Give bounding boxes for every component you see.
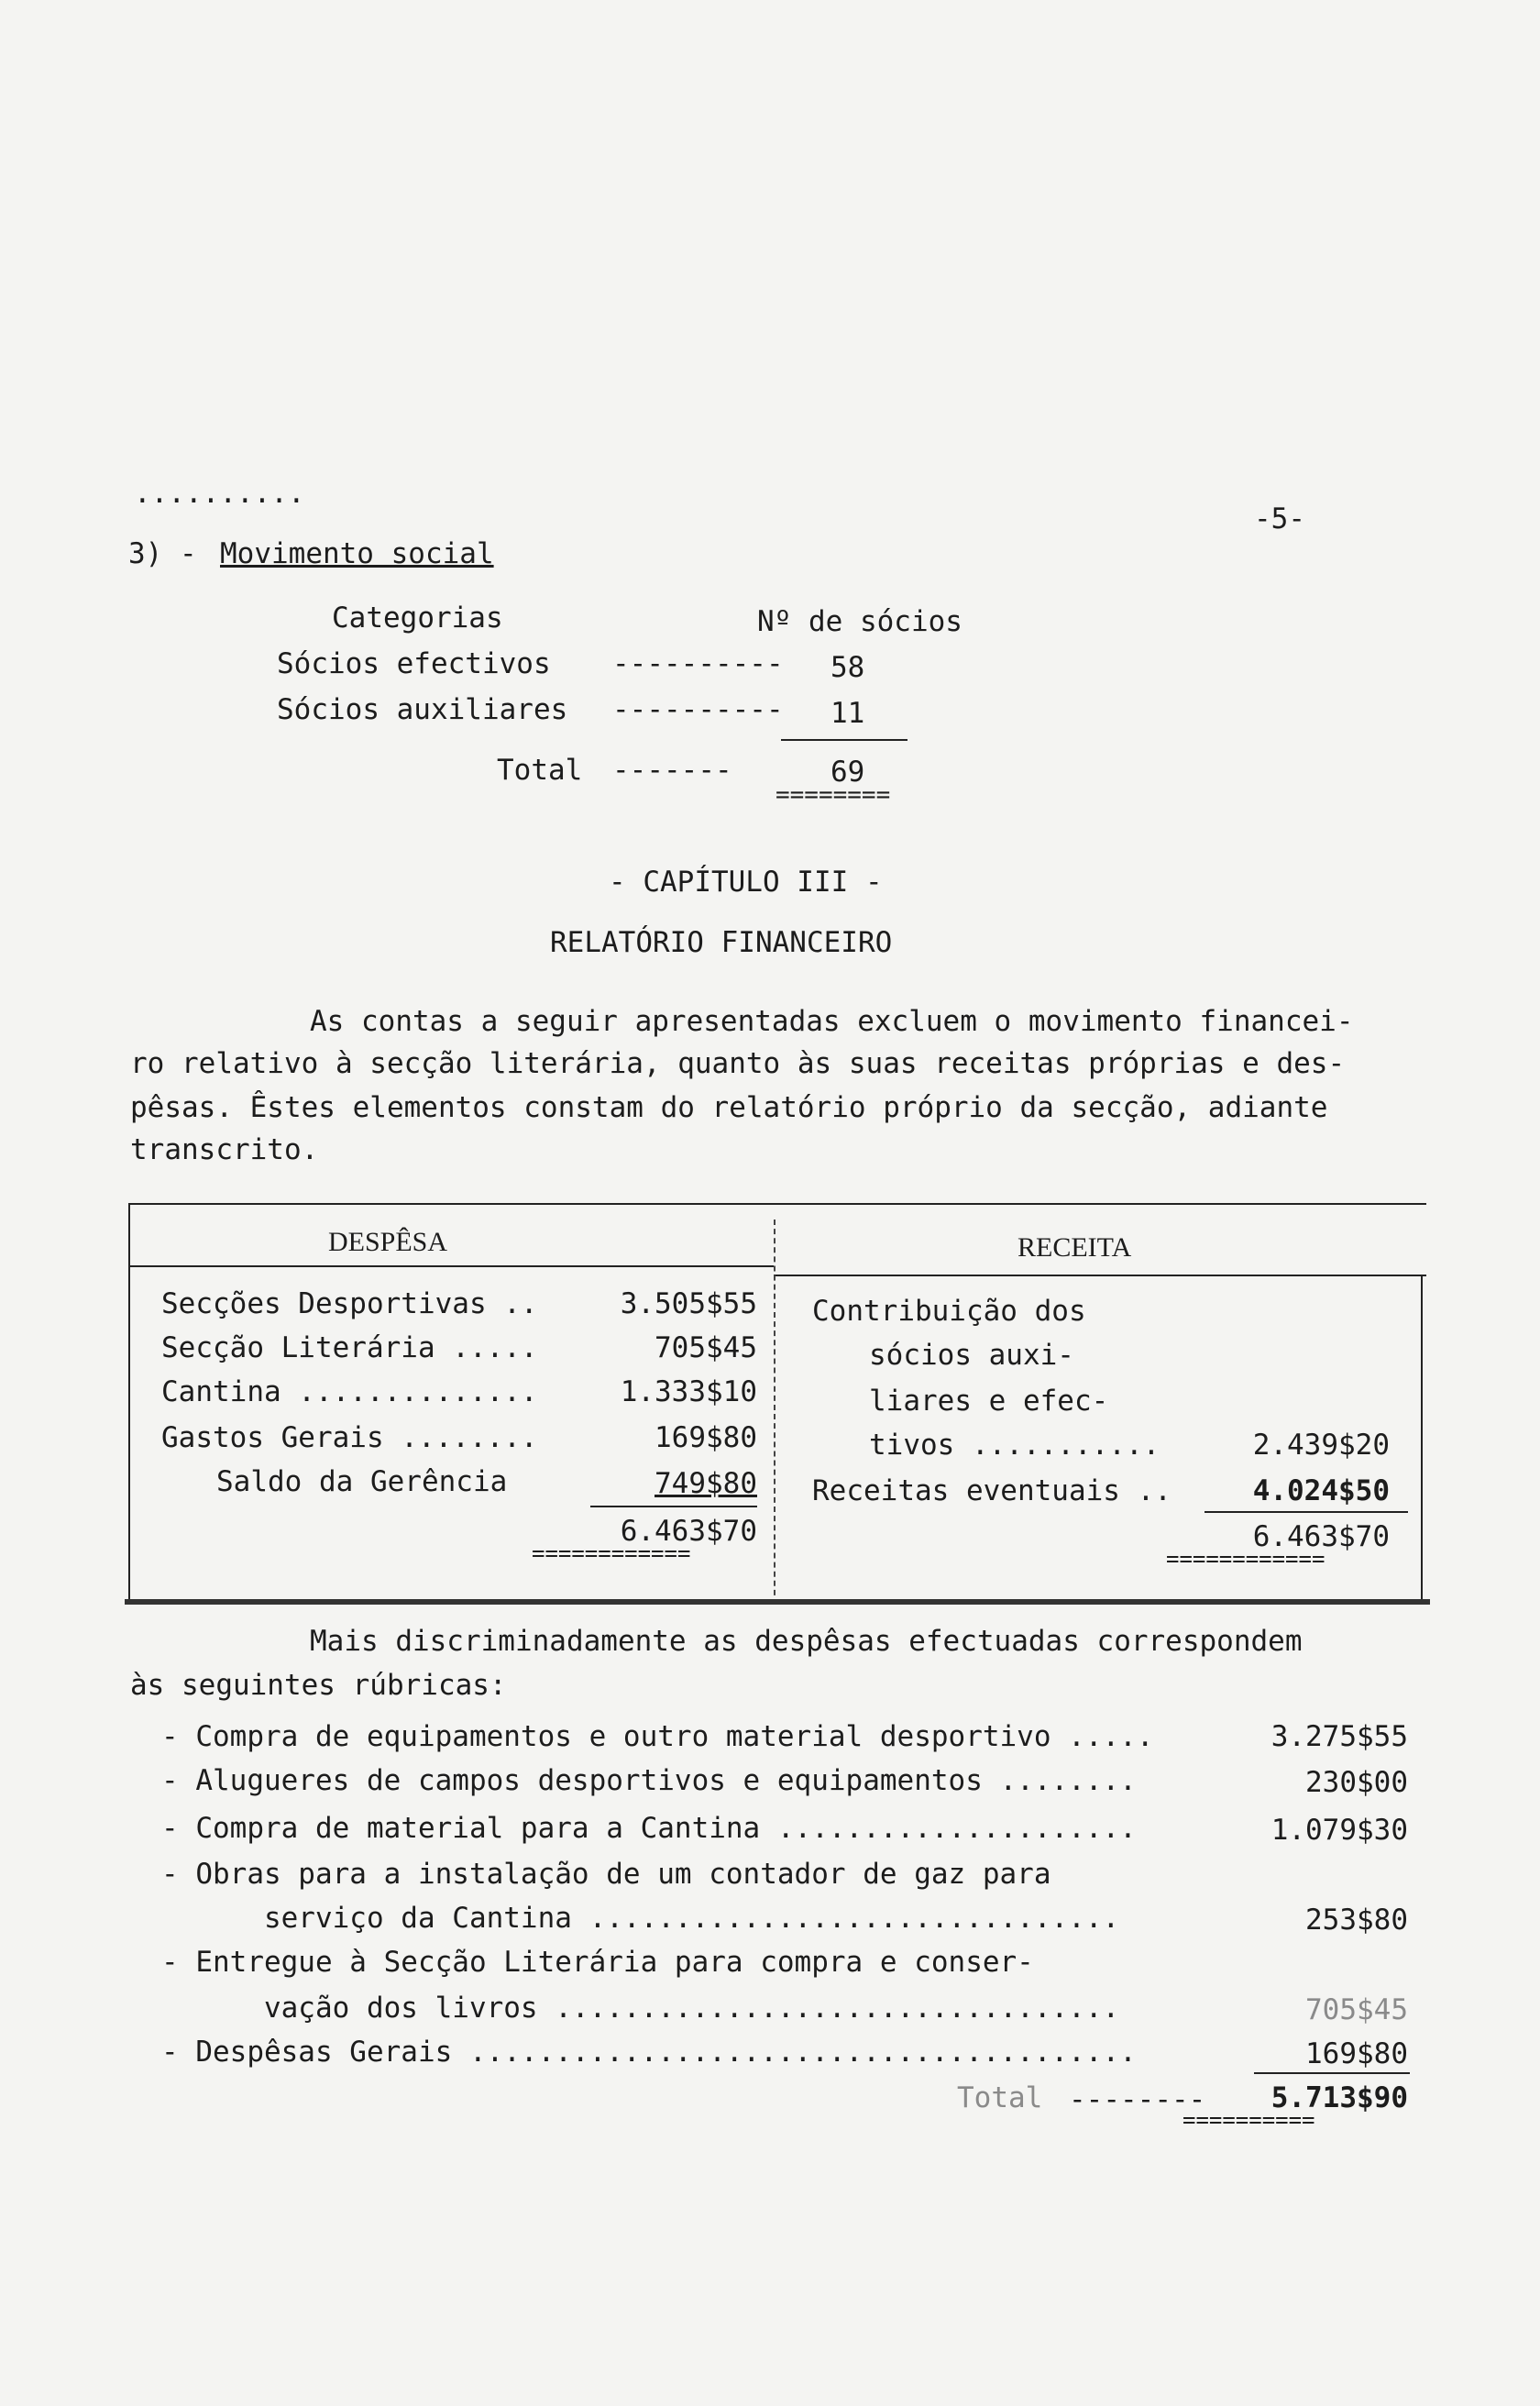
detail-total-leader: -------- <box>1069 2083 1206 2116</box>
receita-contrib-line: sócios auxi- <box>869 1339 1074 1372</box>
detail-item-value: 705$45 <box>1305 1993 1408 2026</box>
detail-item-value: 1.079$30 <box>1270 1814 1408 1847</box>
ledger-right-border <box>1421 1275 1423 1605</box>
leading-dots: .......... <box>134 477 305 510</box>
members-total-value: 69 <box>830 756 865 789</box>
ledger-left-border <box>128 1203 130 1605</box>
detail-item-value: 169$80 <box>1305 2037 1408 2070</box>
despesa-row-label: Cantina .............. <box>161 1375 538 1408</box>
chapter-subheading: RELATÓRIO FINANCEIRO <box>550 926 893 959</box>
despesa-row-label: Saldo da Gerência <box>216 1465 508 1498</box>
detail-item-text: - Obras para a instalação de um contador de gaz para <box>161 1858 1051 1891</box>
detail-intro-line: às seguintes rúbricas: <box>130 1669 507 1702</box>
ledger-header-rule-left <box>128 1265 774 1267</box>
members-row-leader: ---------- <box>612 693 784 726</box>
members-col1-header: Categorias <box>332 602 503 635</box>
despesa-header: DESPÊSA <box>328 1227 448 1257</box>
despesa-total: 6.463$70 <box>620 1515 757 1548</box>
despesa-row-label: Secções Desportivas .. <box>161 1287 538 1320</box>
despesa-row-label: Secção Literária ..... <box>161 1331 538 1364</box>
receita-eventuais-label: Receitas eventuais .. <box>812 1474 1172 1507</box>
members-col2-header: Nº de sócios <box>757 605 962 638</box>
detail-sum-rule <box>1254 2072 1410 2074</box>
detail-item-value: 3.275$55 <box>1270 1720 1408 1753</box>
section-number: 3) - <box>128 537 197 570</box>
receita-total-rule: ============ <box>1166 1546 1326 1572</box>
detail-item-value: 253$80 <box>1305 1904 1408 1937</box>
detail-total-value: 5.713$90 <box>1270 2081 1408 2114</box>
receita-contrib-line: liares e efec- <box>869 1385 1109 1418</box>
detail-item-text: vação dos livros ................................. <box>161 1992 1120 2025</box>
receita-sum-rule <box>1204 1511 1408 1513</box>
chapter-heading: - CAPÍTULO III - <box>609 866 883 899</box>
section-title: Movimento social <box>220 537 494 570</box>
detail-total-label: Total <box>957 2081 1043 2114</box>
ledger-column-divider <box>774 1220 776 1605</box>
members-row-label: Sócios efectivos <box>277 647 551 680</box>
detail-item-text: - Compra de equipamentos e outro material desportivo ..... <box>161 1720 1154 1753</box>
receita-eventuais-value: 4.024$50 <box>1252 1474 1390 1507</box>
despesa-row-value: 749$80 <box>654 1467 757 1500</box>
receita-contrib-line: tivos ........... <box>869 1429 1160 1462</box>
despesa-sum-rule <box>590 1506 757 1507</box>
detail-item-text: - Entregue à Secção Literária para compra e conser- <box>161 1946 1034 1979</box>
ledger-header-rule-right <box>774 1275 1426 1276</box>
despesa-row-value: 705$45 <box>654 1331 757 1364</box>
despesa-total-rule: ============ <box>532 1540 691 1566</box>
intro-line: pêsas. Êstes elementos constam do relatório próprio da secção, adiante <box>130 1091 1328 1124</box>
members-row-label: Sócios auxiliares <box>277 693 568 726</box>
detail-item-text: - Despêsas Gerais ....................................... <box>161 2036 1137 2069</box>
ledger-bottom-rule <box>125 1599 1430 1605</box>
intro-line: As contas a seguir apresentadas excluem o movimento financei- <box>310 1005 1354 1038</box>
members-row-leader: ---------- <box>612 647 784 680</box>
members-subtotal-rule <box>781 739 908 741</box>
detail-total-rule: ========== <box>1182 2107 1315 2133</box>
intro-line: ro relativo à secção literária, quanto às suas receitas próprias e des- <box>130 1047 1346 1080</box>
page-number: -5- <box>1254 502 1305 535</box>
members-total-leader: ------- <box>612 754 732 787</box>
detail-item-text: - Alugueres de campos desportivos e equipamentos ........ <box>161 1764 1137 1797</box>
despesa-row-value: 1.333$10 <box>620 1375 757 1408</box>
members-row-value: 58 <box>830 651 865 684</box>
detail-item-value: 230$00 <box>1305 1766 1408 1799</box>
intro-line: transcrito. <box>130 1133 319 1166</box>
receita-total: 6.463$70 <box>1252 1520 1390 1553</box>
receita-header: RECEITA <box>1018 1232 1132 1263</box>
receita-contrib-value: 2.439$20 <box>1252 1429 1390 1462</box>
despesa-row-label: Gastos Gerais ........ <box>161 1421 538 1454</box>
receita-contrib-line: Contribuição dos <box>812 1295 1086 1328</box>
despesa-row-value: 3.505$55 <box>620 1287 757 1320</box>
members-row-value: 11 <box>830 697 865 730</box>
despesa-row-value: 169$80 <box>654 1421 757 1454</box>
members-total-rule: ======== <box>776 781 891 809</box>
detail-item-text: - Compra de material para a Cantina ..................... <box>161 1812 1137 1845</box>
detail-item-text: serviço da Cantina ............................... <box>161 1902 1120 1935</box>
detail-intro-line: Mais discriminadamente as despêsas efectuadas correspondem <box>310 1625 1303 1658</box>
ledger-top-rule <box>128 1203 1426 1205</box>
members-total-label: Total <box>497 754 583 787</box>
